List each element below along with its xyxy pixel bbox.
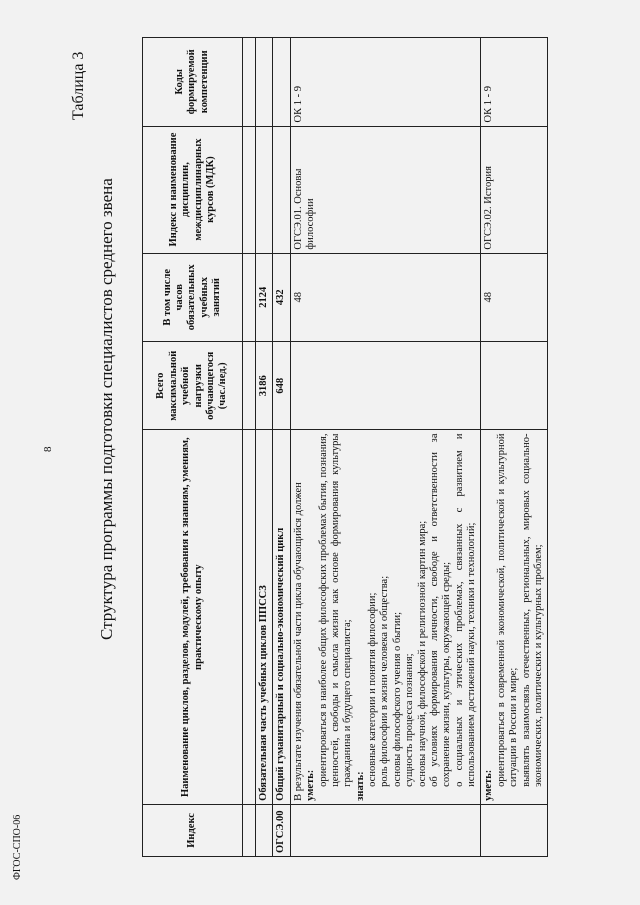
history-requirements (481, 430, 548, 804)
history-discipline: ОГСЭ.02. История (481, 126, 548, 253)
ogse-max: 648 (273, 342, 290, 430)
philosophy-codes: ОК 1 - 9 (290, 38, 481, 127)
philosophy-intro: В результате изучения обязательной части цикла обучающийся должен (292, 482, 304, 801)
header-name: Наименование циклов, разделов, модулей, требования к знаниям, умениям, практическому опыту (143, 430, 243, 804)
mandatory-part-name: Обязательная часть учебных циклов ППССЗ (256, 430, 273, 804)
footer-code: ФГОС-СПО-06 (12, 814, 23, 880)
table-row-philosophy (290, 38, 481, 857)
history-mand: 48 (481, 253, 548, 341)
mandatory-part-mand: 2124 (256, 253, 273, 341)
philosophy-mand: 48 (290, 253, 481, 341)
header-row (143, 38, 243, 857)
header-mandatory: В том числе часов обязательных учебных занятий (143, 253, 243, 341)
philosophy-requirements (290, 430, 481, 804)
list-item: основы философского учения о бытии; (391, 611, 403, 787)
header-max-load: Всего максимальной учебной нагрузки обучающегося (час./нед.) (143, 342, 243, 430)
philosophy-discipline: ОГСЭ.01. Основы философии (290, 126, 481, 253)
ogse-mand: 432 (273, 253, 290, 341)
page-number: 8 (42, 446, 54, 452)
ogse-name: Общий гуманитарный и социально-экономический цикл (273, 430, 290, 804)
structure-table (142, 37, 542, 857)
document-title: Структура программы подготовки специалистов среднего звена (97, 178, 116, 640)
list-item: основы научной, философской и религиозной картин мира; (416, 520, 428, 787)
header-index: Индекс (143, 804, 243, 856)
list-item: ориентироваться в современной экономической, политической и культурной ситуации в России и мире; (495, 433, 520, 787)
table-label: Таблица 3 (70, 51, 87, 120)
list-item: основные категории и понятия философии; (367, 592, 378, 787)
header-competences: Коды формируемой компетенции (143, 38, 243, 127)
header-discipline: Индекс и наименование дисциплин, междисциплинарных курсов (МДК) (143, 126, 243, 253)
list-item: роль философии в жизни человека и общества; (379, 575, 391, 787)
philosophy-znat-label: знать: (354, 771, 366, 801)
table-row-history (481, 38, 548, 857)
list-item: сущность процесса познания; (404, 653, 416, 787)
list-item: об условиях формирования личности, свободе и ответственности за сохранение жизни, культуры, окружающей среды; (428, 433, 453, 787)
history-umet-label: уметь: (483, 769, 495, 801)
ogse-index: ОГСЭ.00 (273, 804, 290, 856)
list-item: о социальных и этических проблемах, связанных с развитием и использованием достижений науки, техники и технологий; (453, 433, 477, 787)
list-item: выявлять взаимосвязь отечественных, региональных, мировых социально-экономических, политических и культурных проблем; (520, 433, 544, 787)
history-codes: ОК 1 - 9 (481, 38, 548, 127)
table-row-ogse (273, 38, 290, 857)
philosophy-umet-text: ориентироваться в наиболее общих философских проблемах бытия, познания, ценностей, свободы и смысла жизни как основе формирования культуры гражданина и будущего специалиста; (317, 433, 354, 787)
mandatory-part-max: 3186 (256, 342, 273, 430)
philosophy-umet-label: уметь: (305, 769, 317, 801)
spacer-row (243, 38, 256, 857)
table-row-mandatory-part (256, 38, 273, 857)
